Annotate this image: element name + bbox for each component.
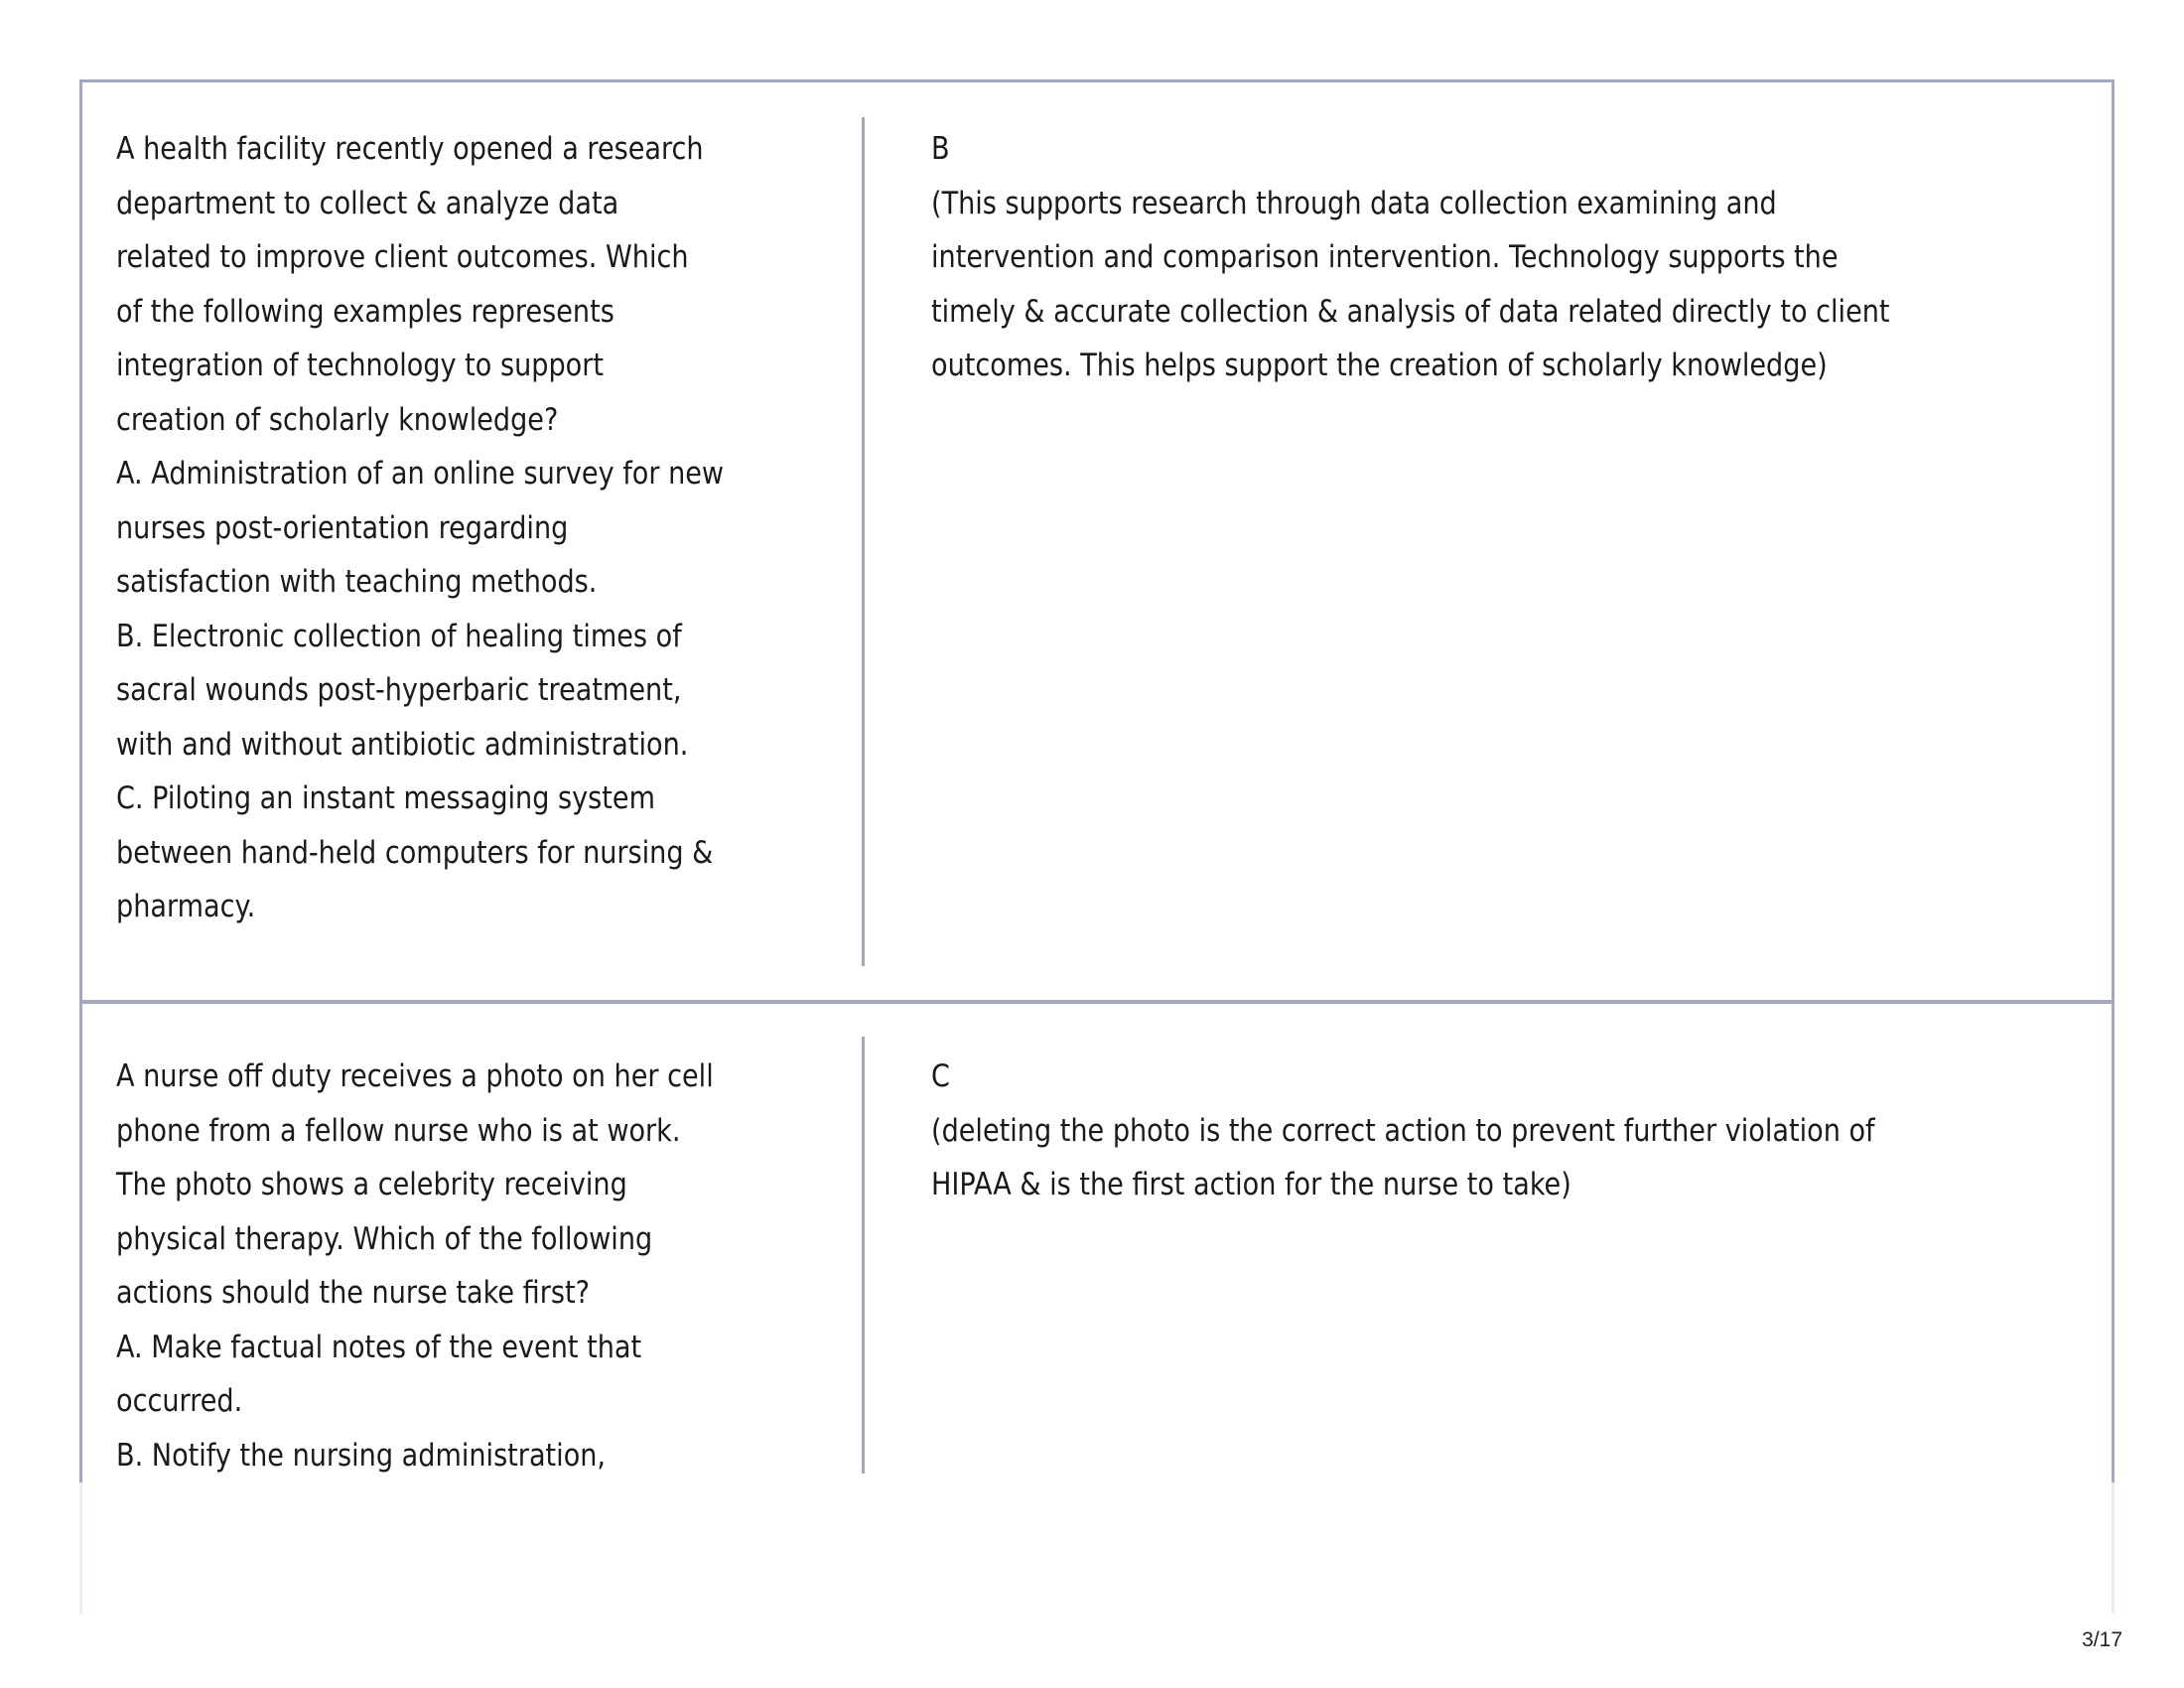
definition-line: HIPAA & is the first action for the nurse to take) — [931, 1167, 1571, 1202]
flashcard-sheet — [79, 79, 2115, 1614]
term-line: sacral wounds post-hyperbaric treatment, — [116, 672, 682, 708]
term-line: of the following examples represents — [116, 293, 614, 330]
term-line: A. Make factual notes of the event that — [116, 1329, 642, 1365]
flashcard-2-definition — [931, 1050, 2110, 1212]
page-footer-gap — [79, 1482, 2115, 1617]
term-line: with and without antibiotic administration. — [116, 726, 689, 763]
definition-line: outcomes. This helps support the creation of scholarly knowledge) — [931, 348, 1828, 383]
term-line: between hand-held computers for nursing & — [116, 834, 714, 871]
term-line: nurses post-orientation regarding — [116, 509, 569, 546]
card-divider — [862, 117, 865, 966]
definition-line: timely & accurate collection & analysis of data related directly to client — [931, 293, 1890, 330]
term-line: A health facility recently opened a research — [116, 131, 704, 167]
term-line: A. Administration of an online survey for new — [116, 456, 725, 492]
term-line: C. Piloting an instant messaging system — [116, 780, 655, 816]
card-divider — [862, 1037, 865, 1474]
term-line: B. Electronic collection of healing times of — [116, 618, 682, 654]
term-line: B. Notify the nursing administration, — [116, 1437, 607, 1474]
answer-letter: C — [931, 1058, 950, 1094]
answer-letter: B — [931, 131, 950, 167]
flashcard-1-term — [116, 122, 871, 934]
definition-line: (deleting the photo is the correct action to prevent further violation of — [931, 1112, 1875, 1149]
page-number: 3/17 — [2082, 1628, 2122, 1651]
flashcard-2-term — [116, 1050, 871, 1482]
term-line: A nurse off duty receives a photo on her cell — [116, 1058, 714, 1094]
definition-line: (This supports research through data collection examining and — [931, 185, 1777, 221]
term-line: creation of scholarly knowledge? — [116, 401, 559, 438]
term-line: satisfaction with teaching methods. — [116, 564, 598, 600]
flashcard-1 — [82, 82, 2112, 1004]
term-line: actions should the nurse take first? — [116, 1275, 590, 1311]
definition-line: intervention and comparison intervention. Technology supports the — [931, 239, 1839, 275]
term-line: integration of technology to support — [116, 348, 605, 383]
term-line: physical therapy. Which of the following — [116, 1220, 653, 1257]
term-line: The photo shows a celebrity receiving — [116, 1167, 627, 1202]
term-line: department to collect & analyze data — [116, 185, 619, 221]
term-line: related to improve client outcomes. Which — [116, 239, 689, 275]
flashcard-1-definition — [931, 122, 2110, 393]
term-line: phone from a fellow nurse who is at work. — [116, 1112, 681, 1149]
term-line: occurred. — [116, 1383, 243, 1419]
term-line: pharmacy. — [116, 889, 256, 924]
